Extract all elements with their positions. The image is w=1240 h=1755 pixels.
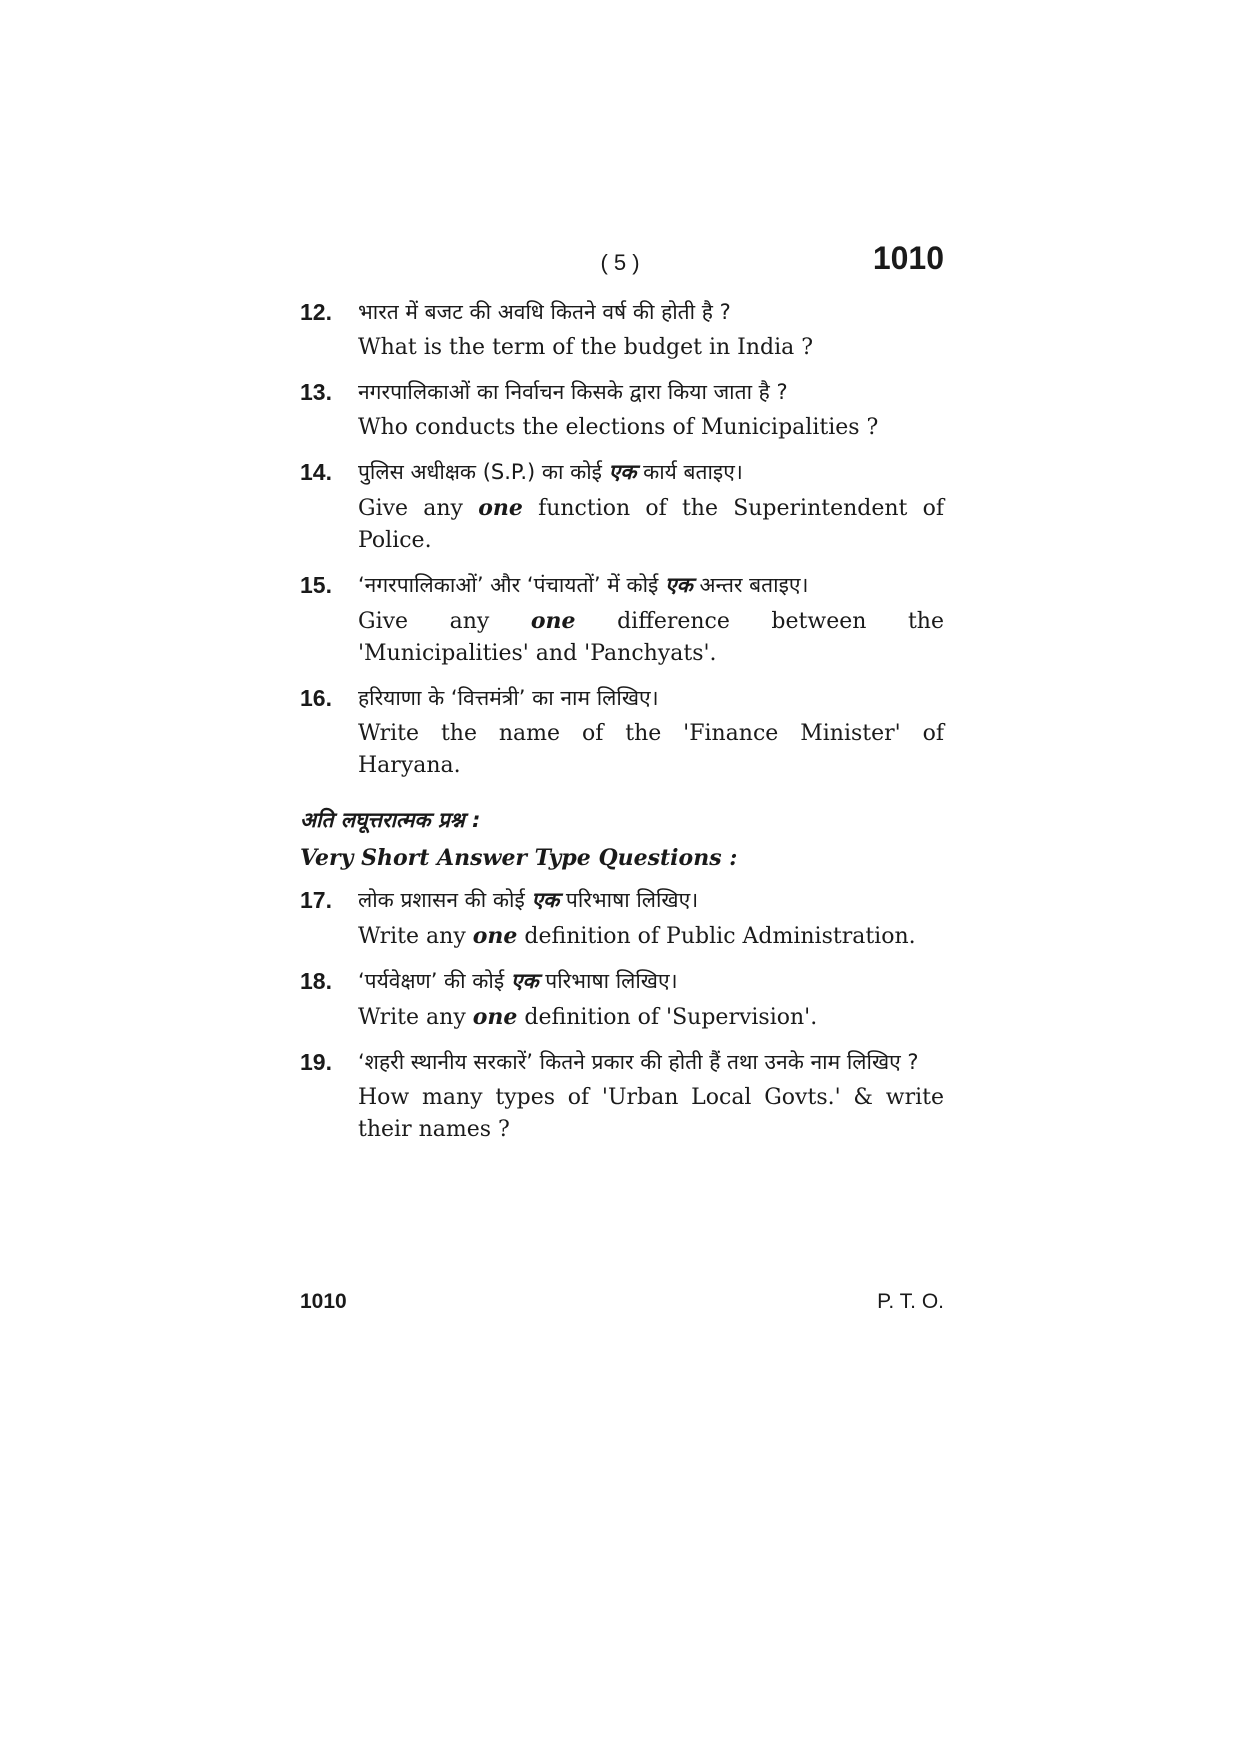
question-text-hindi: ‘शहरी स्थानीय सरकारें’ कितने प्रकार की होती हैं तथा उनके नाम लिखिए ? [358, 1050, 919, 1074]
emphasis: one [530, 608, 576, 634]
question-text-english: Give any one function of the Superintendent of Police. [358, 495, 944, 553]
question-number: 19. [300, 1049, 332, 1075]
emphasis: one [472, 1004, 518, 1030]
question-number: 16. [300, 685, 332, 711]
question-15 [300, 569, 944, 670]
emphasis: one [472, 923, 518, 949]
question-text-hindi: ‘पर्यवेक्षण’ की कोई एक परिभाषा लिखिए। [358, 969, 678, 993]
question-19 [300, 1046, 944, 1146]
question-text-hindi: ‘नगरपालिकाओं’ और ‘पंचायतों’ में कोई एक अन्तर बताइए। [358, 573, 809, 597]
emphasis: एक [531, 888, 560, 912]
paper-code-header: 1010 [872, 240, 944, 276]
emphasis: एक [665, 573, 693, 597]
emphasis: one [478, 495, 523, 521]
question-list [300, 296, 944, 1158]
section-title-english: Very Short Answer Type Questions : [300, 845, 738, 871]
question-number: 14. [300, 459, 332, 485]
question-number: 17. [300, 887, 332, 913]
question-number: 13. [300, 379, 332, 405]
question-text-hindi: हरियाणा के ‘वित्तमंत्री’ का नाम लिखिए। [358, 686, 659, 710]
question-text-english: Give any one difference between the 'Municipalities' and 'Panchyats'. [358, 608, 944, 666]
question-number: 15. [300, 572, 332, 598]
question-text-english: How many types of 'Urban Local Govts.' & write their names ? [358, 1085, 944, 1142]
question-text-english: Write the name of the 'Finance Minister' of Haryana. [358, 721, 944, 778]
question-text-hindi: भारत में बजट की अवधि कितने वर्ष की होती है ? [358, 300, 731, 324]
section-title-hindi: अति लघूत्तरात्मक प्रश्न : [300, 808, 481, 832]
question-text-english: Write any one definition of 'Supervision'. [358, 1004, 818, 1030]
question-text-english: Who conducts the elections of Municipalities ? [358, 415, 879, 440]
question-text-english: What is the term of the budget in India ? [358, 335, 814, 360]
page-number: ( 5 ) [600, 250, 640, 275]
question-14 [300, 456, 944, 557]
question-text-english: Write any one definition of Public Administration. [358, 923, 916, 949]
section-heading [300, 804, 944, 874]
question-number: 18. [300, 968, 332, 994]
question-17 [300, 884, 944, 953]
question-12 [300, 296, 944, 364]
paper-code-footer: 1010 [300, 1290, 347, 1313]
question-13 [300, 376, 944, 444]
question-text-hindi: पुलिस अधीक्षक (S.P.) का कोई एक कार्य बताइए। [358, 460, 743, 484]
emphasis: एक [510, 969, 539, 993]
question-text-hindi: लोक प्रशासन की कोई एक परिभाषा लिखिए। [358, 888, 699, 912]
question-18 [300, 965, 944, 1034]
please-turn-over: P. T. O. [877, 1290, 944, 1313]
question-number: 12. [300, 299, 332, 325]
question-16 [300, 682, 944, 782]
question-text-hindi: नगरपालिकाओं का निर्वाचन किसके द्वारा किया जाता है ? [358, 380, 788, 404]
emphasis: एक [608, 460, 637, 484]
